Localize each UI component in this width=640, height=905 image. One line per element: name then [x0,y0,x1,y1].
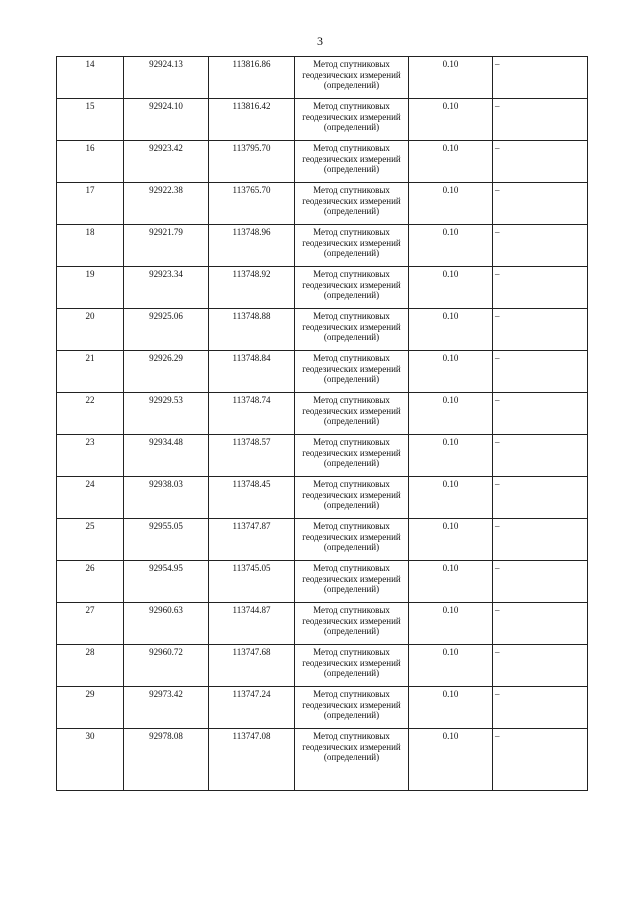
note-cell: – [493,519,588,561]
y-coordinate-cell: 113816.86 [209,57,295,99]
y-coordinate-cell: 113748.57 [209,435,295,477]
method-cell: Метод спутниковых геодезических измерений (определений) [295,435,409,477]
y-coordinate-cell: 113745.05 [209,561,295,603]
method-cell: Метод спутниковых геодезических измерений (определений) [295,183,409,225]
precision-cell: 0.10 [409,351,493,393]
y-coordinate-cell: 113747.08 [209,729,295,791]
point-number-cell: 19 [57,267,124,309]
coordinates-table-body [57,57,588,791]
table-row [57,351,588,393]
table-row [57,519,588,561]
point-number-cell: 21 [57,351,124,393]
table-row [57,183,588,225]
x-coordinate-cell: 92925.06 [124,309,209,351]
x-coordinate-cell: 92960.63 [124,603,209,645]
point-number-cell: 27 [57,603,124,645]
table-row [57,561,588,603]
table-row [57,603,588,645]
note-cell: – [493,477,588,519]
method-cell: Метод спутниковых геодезических измерений (определений) [295,519,409,561]
note-cell: – [493,351,588,393]
y-coordinate-cell: 113748.92 [209,267,295,309]
table-row [57,99,588,141]
table-row [57,267,588,309]
point-number-cell: 20 [57,309,124,351]
point-number-cell: 29 [57,687,124,729]
note-cell: – [493,393,588,435]
method-cell: Метод спутниковых геодезических измерений (определений) [295,687,409,729]
x-coordinate-cell: 92973.42 [124,687,209,729]
x-coordinate-cell: 92929.53 [124,393,209,435]
table-row [57,309,588,351]
precision-cell: 0.10 [409,225,493,267]
precision-cell: 0.10 [409,729,493,791]
precision-cell: 0.10 [409,267,493,309]
note-cell: – [493,687,588,729]
method-cell: Метод спутниковых геодезических измерений (определений) [295,99,409,141]
method-cell: Метод спутниковых геодезических измерений (определений) [295,351,409,393]
point-number-cell: 14 [57,57,124,99]
y-coordinate-cell: 113744.87 [209,603,295,645]
table-row [57,729,588,791]
y-coordinate-cell: 113748.88 [209,309,295,351]
point-number-cell: 28 [57,645,124,687]
note-cell: – [493,729,588,791]
y-coordinate-cell: 113748.96 [209,225,295,267]
x-coordinate-cell: 92955.05 [124,519,209,561]
method-cell: Метод спутниковых геодезических измерений (определений) [295,225,409,267]
note-cell: – [493,225,588,267]
table-row [57,393,588,435]
table-row [57,477,588,519]
table-row [57,225,588,267]
y-coordinate-cell: 113747.87 [209,519,295,561]
x-coordinate-cell: 92938.03 [124,477,209,519]
y-coordinate-cell: 113747.24 [209,687,295,729]
x-coordinate-cell: 92923.42 [124,141,209,183]
method-cell: Метод спутниковых геодезических измерений (определений) [295,57,409,99]
point-number-cell: 30 [57,729,124,791]
x-coordinate-cell: 92926.29 [124,351,209,393]
point-number-cell: 16 [57,141,124,183]
precision-cell: 0.10 [409,57,493,99]
method-cell: Метод спутниковых геодезических измерений (определений) [295,141,409,183]
precision-cell: 0.10 [409,183,493,225]
note-cell: – [493,99,588,141]
precision-cell: 0.10 [409,99,493,141]
page-number: 3 [317,34,323,48]
precision-cell: 0.10 [409,477,493,519]
note-cell: – [493,645,588,687]
note-cell: – [493,267,588,309]
note-cell: – [493,309,588,351]
method-cell: Метод спутниковых геодезических измерений (определений) [295,267,409,309]
x-coordinate-cell: 92922.38 [124,183,209,225]
point-number-cell: 25 [57,519,124,561]
point-number-cell: 26 [57,561,124,603]
y-coordinate-cell: 113795.70 [209,141,295,183]
point-number-cell: 24 [57,477,124,519]
x-coordinate-cell: 92924.10 [124,99,209,141]
point-number-cell: 23 [57,435,124,477]
precision-cell: 0.10 [409,561,493,603]
method-cell: Метод спутниковых геодезических измерений (определений) [295,729,409,791]
note-cell: – [493,183,588,225]
method-cell: Метод спутниковых геодезических измерений (определений) [295,477,409,519]
table-row [57,687,588,729]
precision-cell: 0.10 [409,519,493,561]
table-row [57,435,588,477]
precision-cell: 0.10 [409,603,493,645]
x-coordinate-cell: 92978.08 [124,729,209,791]
precision-cell: 0.10 [409,141,493,183]
method-cell: Метод спутниковых геодезических измерений (определений) [295,603,409,645]
y-coordinate-cell: 113816.42 [209,99,295,141]
precision-cell: 0.10 [409,393,493,435]
coordinates-table [56,56,588,791]
y-coordinate-cell: 113748.74 [209,393,295,435]
x-coordinate-cell: 92921.79 [124,225,209,267]
precision-cell: 0.10 [409,687,493,729]
x-coordinate-cell: 92924.13 [124,57,209,99]
point-number-cell: 22 [57,393,124,435]
note-cell: – [493,141,588,183]
method-cell: Метод спутниковых геодезических измерений (определений) [295,645,409,687]
y-coordinate-cell: 113748.45 [209,477,295,519]
method-cell: Метод спутниковых геодезических измерений (определений) [295,393,409,435]
precision-cell: 0.10 [409,645,493,687]
method-cell: Метод спутниковых геодезических измерений (определений) [295,561,409,603]
method-cell: Метод спутниковых геодезических измерений (определений) [295,309,409,351]
y-coordinate-cell: 113747.68 [209,645,295,687]
point-number-cell: 18 [57,225,124,267]
point-number-cell: 15 [57,99,124,141]
precision-cell: 0.10 [409,309,493,351]
x-coordinate-cell: 92960.72 [124,645,209,687]
note-cell: – [493,603,588,645]
x-coordinate-cell: 92923.34 [124,267,209,309]
point-number-cell: 17 [57,183,124,225]
y-coordinate-cell: 113748.84 [209,351,295,393]
table-row [57,57,588,99]
precision-cell: 0.10 [409,435,493,477]
table-row [57,645,588,687]
x-coordinate-cell: 92954.95 [124,561,209,603]
note-cell: – [493,435,588,477]
note-cell: – [493,561,588,603]
table-row [57,141,588,183]
note-cell: – [493,57,588,99]
y-coordinate-cell: 113765.70 [209,183,295,225]
x-coordinate-cell: 92934.48 [124,435,209,477]
